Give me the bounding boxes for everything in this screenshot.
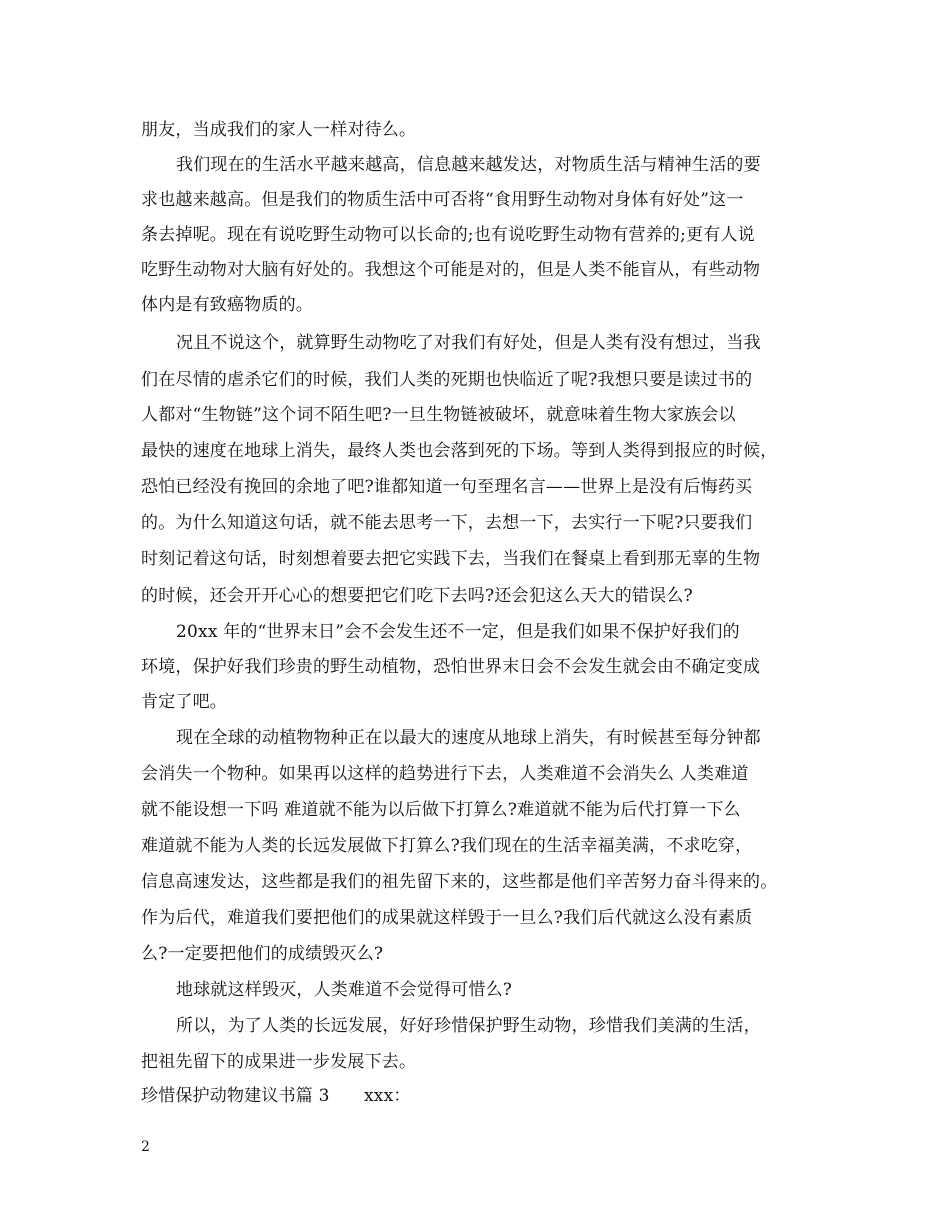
text-line: 会消失一个物种。如果再以这样的趋势进行下去，人类难道不会消失么 人类难道 xyxy=(141,764,749,784)
text-line: 作为后代，难道我们要把他们的成果就这样毁于一旦么?我们后代就这么没有素质 xyxy=(141,908,753,928)
text-line: 时刻记着这句话，时刻想着要去把它实践下去，当我们在餐桌上看到那无辜的生物 xyxy=(141,549,761,569)
paragraph-start: 20xx 年的“世界末日”会不会发生还不一定，但是我们如果不保护好我们的 xyxy=(176,622,740,642)
text-line: 条去掉呢。现在有说吃野生动物可以长命的;也有说吃野生动物有营养的;更有人说 xyxy=(141,225,755,245)
text-line: 们在尽情的虐杀它们的时候，我们人类的死期也快临近了呢?我想只要是读过书的 xyxy=(141,370,753,390)
text-line: 吃野生动物对大脑有好处的。我想这个可能是对的，但是人类不能盲从，有些动物 xyxy=(141,260,761,280)
page-number: 2 xyxy=(141,1139,150,1155)
section-heading: 珍惜保护动物建议书篇 3 xxx： xyxy=(141,1086,411,1106)
paragraph-start: 现在全球的动植物物种正在以最大的速度从地球上消失，有时候甚至每分钟都 xyxy=(176,728,761,748)
text-line: 信息高速发达，这些都是我们的祖先留下来的，这些都是他们辛苦努力奋斗得来的。 xyxy=(141,872,778,892)
text-line: 朋友，当成我们的家人一样对待么。 xyxy=(141,120,417,140)
text-line: 环境，保护好我们珍贵的野生动植物，恐怕世界末日会不会发生就会由不确定变成 xyxy=(141,657,761,677)
paragraph-start: 况且不说这个，就算野生动物吃了对我们有好处，但是人类有没有想过，当我 xyxy=(176,333,761,353)
text-line: 肯定了吧。 xyxy=(141,692,227,712)
paragraph-start: 地球就这样毁灭，人类难道不会觉得可惜么? xyxy=(176,980,513,1000)
text-line: 的时候，还会开开心心的想要把它们吃下去吗?还会犯这么天大的错误么? xyxy=(141,586,693,606)
text-line: 难道就不能为人类的长远发展做下打算么?我们现在的生活幸福美满，不求吃穿， xyxy=(141,836,753,856)
text-line: 人都对“生物链”这个词不陌生吧?一旦生物链被破坏，就意味着生物大家族会以 xyxy=(141,405,736,425)
text-line: 就不能设想一下吗 难道就不能为以后做下打算么?难道就不能为后代打算一下么 xyxy=(141,800,741,820)
text-line: 把祖先留下的成果进一步发展下去。 xyxy=(141,1052,417,1072)
paragraph-start: 所以，为了人类的长远发展，好好珍惜保护野生动物，珍惜我们美满的生活， xyxy=(176,1016,761,1036)
text-line: 体内是有致癌物质的。 xyxy=(141,295,313,315)
text-line: 么?一定要把他们的成绩毁灭么? xyxy=(141,944,384,964)
text-line: 求也越来越高。但是我们的物质生活中可否将“食用野生动物对身体有好处”这一 xyxy=(141,190,744,210)
text-line: 的。为什么知道这句话，就不能去思考一下，去想一下，去实行一下呢?只要我们 xyxy=(141,513,753,533)
paragraph-start: 我们现在的生活水平越来越高，信息越来越发达，对物质生活与精神生活的要 xyxy=(176,155,761,175)
text-line: 最快的速度在地球上消失，最终人类也会落到死的下场。等到人类得到报应的时候， xyxy=(141,441,778,461)
text-line: 恐怕已经没有挽回的余地了吧?谁都知道一句至理名言——世界上是没有后悔药买 xyxy=(141,477,753,497)
